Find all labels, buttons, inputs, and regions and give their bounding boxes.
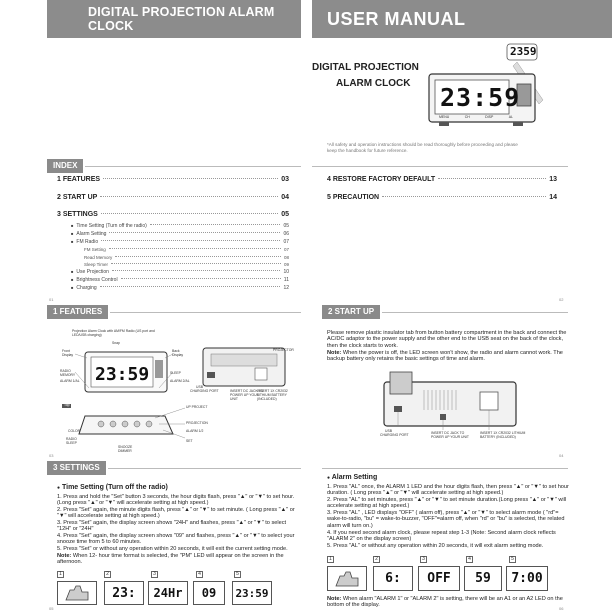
toc-item-page: 11 [283, 277, 289, 283]
toc-subitem[interactable] [71, 285, 289, 291]
toc-item[interactable] [57, 194, 289, 201]
alarm-setting-title-text: Alarm Setting [331, 474, 378, 481]
toc-item-label: ■ Time Setting (Turn off the radio) [71, 223, 147, 229]
clock-foot-left [439, 122, 449, 126]
toc-item-label: Sleep Timer [84, 262, 109, 267]
features-label-dc: INSERT DC JACK TO POWER UP YOUR UNIT [230, 389, 264, 401]
alarm-note [327, 596, 569, 609]
startup-section-header [322, 303, 568, 321]
cover-button-labels [439, 115, 513, 119]
page-number: 05 [49, 606, 54, 611]
header-left [47, 0, 301, 38]
toc-item-label: FM Setting [84, 247, 106, 252]
time-display-value: 23:59 [235, 586, 269, 600]
time-step-number: 1 [57, 571, 64, 578]
time-step: 3. Press "Set" again, the display screen shows "24H" and flashes, press "▲" or "▼" to select "12H" or "24H" [57, 520, 287, 533]
features-label-top: Snap [112, 341, 120, 345]
index-rule [85, 166, 301, 167]
toc-item-page: 05 [281, 211, 289, 218]
startup-label-usb: USB [385, 429, 392, 433]
startup-label-dc: INSERT DC JACK TO POWER UP YOUR UNIT [431, 431, 469, 439]
toc-subitem[interactable] [71, 277, 289, 283]
bullet-icon: ● [327, 475, 331, 481]
cover-button-label: MENU [439, 115, 450, 119]
time-setting-title-text: Time Setting (Turn off the radio) [61, 484, 168, 491]
time-display-step4 [193, 581, 225, 605]
time-note-label: Note: [57, 553, 72, 559]
alarm-step-number: 2 [373, 556, 380, 563]
toc-item-page: 03 [281, 176, 289, 183]
startup-note-label: Note: [327, 350, 342, 356]
alarm-display-value: 6: [385, 571, 401, 586]
features-caption: Projection Alarm Clock with AM/FM Radio (US port and LED/USB charging) [72, 329, 155, 337]
time-display-value: 23: [112, 585, 136, 601]
page-number: 06 [559, 606, 564, 611]
toc-item[interactable] [327, 194, 557, 201]
time-note-text: When 12- hour time format is selected, the "PM" LED will appear on the screen in the afternoon. [57, 553, 284, 566]
features-label-front: Front [62, 349, 70, 353]
toc-item-label: 1 FEATURES [57, 176, 101, 183]
toc-item-page: 14 [549, 194, 557, 201]
toc-item-label: 5 PRECAUTION [327, 194, 380, 201]
bullet-icon: ● [57, 485, 61, 491]
time-step: 2. Press "Set" again, the minute digits flash, press "▲" or "▼" to set minute. ( Long press "▲" or "▼" will accelerate setting at high speed.) [57, 507, 295, 520]
time-step-number: 4 [196, 571, 203, 578]
startup-label-charging: CHARGING PORT [380, 433, 409, 437]
time-display-value: 24Hr [153, 586, 183, 600]
features-label-alarm1: ALARM 1/AL [60, 379, 80, 383]
time-step: 1. Press and hold the "Set" button 3 seconds, the hour digits flash, press "▲" or "▼" to set hour. (Long press "▲" or "▼" will accelerate setting at high speed.) [57, 494, 295, 507]
alarm-step-number: 4 [466, 556, 473, 563]
features-label-alarm12: ALARM 1/2 [186, 429, 204, 433]
alarm-note-text: When alarm "ALARM 1" or "ALARM 2" is setting, there will be an A1 or an A2 LED on the bottom of the display. [327, 596, 563, 609]
startup-note-text: When the power is off, the LED screen won't show, the radio and alarm cannot work. The backup battery only retains the basic settings of time and alarm. [327, 350, 563, 363]
cover-title-line1: DIGITAL PROJECTION [312, 62, 419, 73]
header-right [312, 0, 612, 38]
features-label-projection: PROJECTION [186, 421, 208, 425]
alarm-step: 4. If you need second alarm clock, please repeat step 1-3 (Note: Second alarm clock reflects "ALARM 2" on the display screen) [327, 530, 556, 543]
toc-item-label: ■ Brightness Control [71, 277, 118, 283]
alarm-step: 1. Press "AL" once, the ALARM 1 LED and the hour digits flash, then press "▲" or "▼" to set hour duration. ( Long press "▲" or "▼" will accelerate setting at high speed.) [327, 484, 569, 497]
time-note [57, 553, 301, 566]
cover-button-label: CH [464, 115, 470, 119]
page-number: 02 [559, 297, 564, 302]
alarm-step-number: 1 [327, 556, 334, 563]
page-number: 04 [559, 453, 564, 458]
alarm-step: 2. Press "AL" to set minutes, press "▲" or "▼" to set minute duration.(Long press "▲" or "▼" will accelerate setting at high speed.) [327, 497, 567, 510]
back-clock [203, 348, 285, 386]
alarm-step-number: 3 [420, 556, 427, 563]
cover-title-line2: ALARM CLOCK [336, 78, 411, 89]
dc-jack [440, 414, 446, 420]
startup-paragraph: Please remove plastic insulator tab from button battery compartment in the back and connect the AC/DC adaptor to the power supply and the other end to the USB seat on the back of the clock, then the clock starts to work. [327, 330, 567, 349]
toc-item-page: 07 [283, 239, 289, 245]
hand-press-icon [62, 584, 92, 602]
features-label-usb: USB [196, 385, 203, 389]
features-label-radio: RADIO [60, 369, 71, 373]
toc-item-label: 3 SETTINGS [57, 211, 98, 218]
features-label-projector: PROJECTOR [273, 348, 294, 352]
features-label-memory: MEMORY [60, 373, 76, 377]
time-display-step1 [57, 581, 97, 605]
features-label-top-view: Top [64, 403, 70, 407]
toc-subsubitem[interactable] [84, 262, 289, 267]
toc-item-page: 12 [283, 285, 289, 291]
toc-subitem[interactable] [71, 223, 289, 229]
features-label-front-display: Display [62, 353, 74, 357]
settings-rule-right [322, 468, 568, 469]
alarm-setting-title [327, 474, 377, 481]
alarm-step: 3. Press "AL" , LED displays "OFF" ( alarm off), press "▲" or "▼" to select alarm mode ( "rd"= wake-to-radio, "bu" = wake-to-buzzer, "OFF"=alarm off, when "rd" or "bu" is selected, the related alarm will turn on.) [327, 510, 565, 529]
alarm-display-step4 [464, 566, 502, 591]
time-step-number: 5 [234, 571, 241, 578]
usb-port [394, 406, 402, 412]
cover-projection-time: 2359 [510, 45, 537, 58]
time-display-step3 [148, 581, 188, 605]
features-label-alarm2: ALARM 2/AL [170, 379, 190, 383]
toc-subitem[interactable] [71, 231, 289, 237]
toc-item-page: 04 [281, 194, 289, 201]
toc-subitem[interactable] [71, 239, 289, 245]
toc-item-label: ■ Use Projection [71, 269, 109, 275]
alarm-step: 5. Press "AL" or without any operation within 20 seconds, it will exit alarm setting mode. [327, 543, 544, 549]
alarm-display-step1 [327, 566, 367, 591]
features-section-header [47, 303, 301, 321]
toc-item[interactable] [57, 211, 289, 218]
front-clock-digits: 23:59 [95, 364, 150, 385]
features-label-dimmer: DIMMER [118, 449, 132, 453]
page-number: 03 [49, 453, 54, 458]
startup-label-battery: INSERT 1X CR2032 LITHIUM BATTERY (INCLUDED) [480, 431, 526, 439]
hand-press-icon [332, 570, 362, 588]
features-label-snooze: SNOOZE [118, 445, 133, 449]
alarm-display-value: 7:00 [511, 571, 543, 586]
time-display-step2 [104, 581, 144, 605]
time-step: 4. Press "Set" again, the display screen shows "09" and flashes, press "▲" or "▼" to select your snooze time from 5 to 60 minutes. [57, 533, 295, 546]
page-number: 01 [49, 297, 54, 302]
features-label-color: COLOR [68, 429, 81, 433]
index-section-header [47, 157, 301, 175]
features-label-back: Back [172, 349, 180, 353]
time-step-number: 3 [151, 571, 158, 578]
toc-subsubitem[interactable] [84, 247, 289, 252]
toc-subsubitem[interactable] [84, 255, 289, 260]
header-left-title: DIGITAL PROJECTION ALARM CLOCK [88, 5, 275, 33]
alarm-note-label: Note: [327, 596, 342, 602]
settings-heading: 3 SETTINGS [47, 461, 106, 475]
features-label-radio-top: RADIO [66, 437, 77, 441]
settings-section-header [47, 459, 301, 477]
toc-item-page: 07 [283, 247, 289, 252]
toc-item-label: 4 RESTORE FACTORY DEFAULT [327, 176, 436, 183]
header-right-title: USER MANUAL [327, 8, 466, 29]
features-label-battery: INSERT 1X CR2032 LITHIUM BATTERY (INCLUDED) [257, 389, 288, 401]
cover-display-time: 23:59 [440, 83, 521, 112]
toc-item-page: 13 [549, 176, 557, 183]
toc-item-label: Read Memory [84, 255, 113, 260]
startup-back-clock-illustration [380, 368, 520, 430]
time-display-step5 [232, 581, 272, 605]
index-rule-right [312, 166, 568, 167]
cover-button-label: AL [508, 115, 513, 119]
toc-item-page: 05 [283, 223, 289, 229]
toc-item[interactable] [57, 176, 289, 183]
clock-foot-right [513, 122, 523, 126]
alarm-step-number: 5 [509, 556, 516, 563]
toc-item[interactable] [327, 176, 557, 183]
toc-item-page: 10 [283, 269, 289, 275]
cover-note: *All safety and operation instructions should be read thoroughly before proceeding and please keep the handbook for future reference. [327, 142, 518, 153]
cover-button-label: DISP [485, 115, 494, 119]
toc-item-label: ■ FM Radio [71, 239, 98, 245]
features-label-back-display: Display [172, 353, 184, 357]
toc-item-label: 2 START UP [57, 194, 98, 201]
alarm-display-step5 [506, 566, 548, 591]
features-label-set: SET [186, 439, 193, 443]
startup-heading: 2 START UP [322, 305, 380, 319]
alarm-display-value: OFF [427, 571, 451, 586]
toc-item-page: 09 [283, 262, 289, 267]
toc-item-page: 08 [283, 255, 289, 260]
time-display-value: 09 [201, 586, 217, 600]
battery-door [480, 392, 498, 410]
index-heading: INDEX [47, 159, 83, 173]
time-step: 5. Press "Set" or without any operation within 20 seconds, it will exit the current setting mode. [57, 546, 288, 552]
features-label-sleep: SLEEP [170, 371, 181, 375]
features-label-charging: CHARGING PORT [190, 389, 219, 393]
toc-item-label: ■ Charging [71, 285, 97, 291]
time-step-number: 2 [104, 571, 111, 578]
alarm-display-step3 [418, 566, 460, 591]
features-label-up-project: UP PROJECT [186, 405, 208, 409]
toc-subitem[interactable] [71, 269, 289, 275]
startup-note [327, 350, 567, 363]
time-setting-title [57, 484, 168, 491]
features-label-sleep-top: SLEEP [66, 441, 77, 445]
alarm-display-step2 [373, 566, 413, 591]
toc-item-label: ■ Alarm Setting [71, 231, 106, 237]
alarm-display-value: 59 [475, 571, 491, 586]
toc-item-page: 06 [283, 231, 289, 237]
projector-icon [390, 372, 412, 394]
features-heading: 1 FEATURES [47, 305, 108, 319]
